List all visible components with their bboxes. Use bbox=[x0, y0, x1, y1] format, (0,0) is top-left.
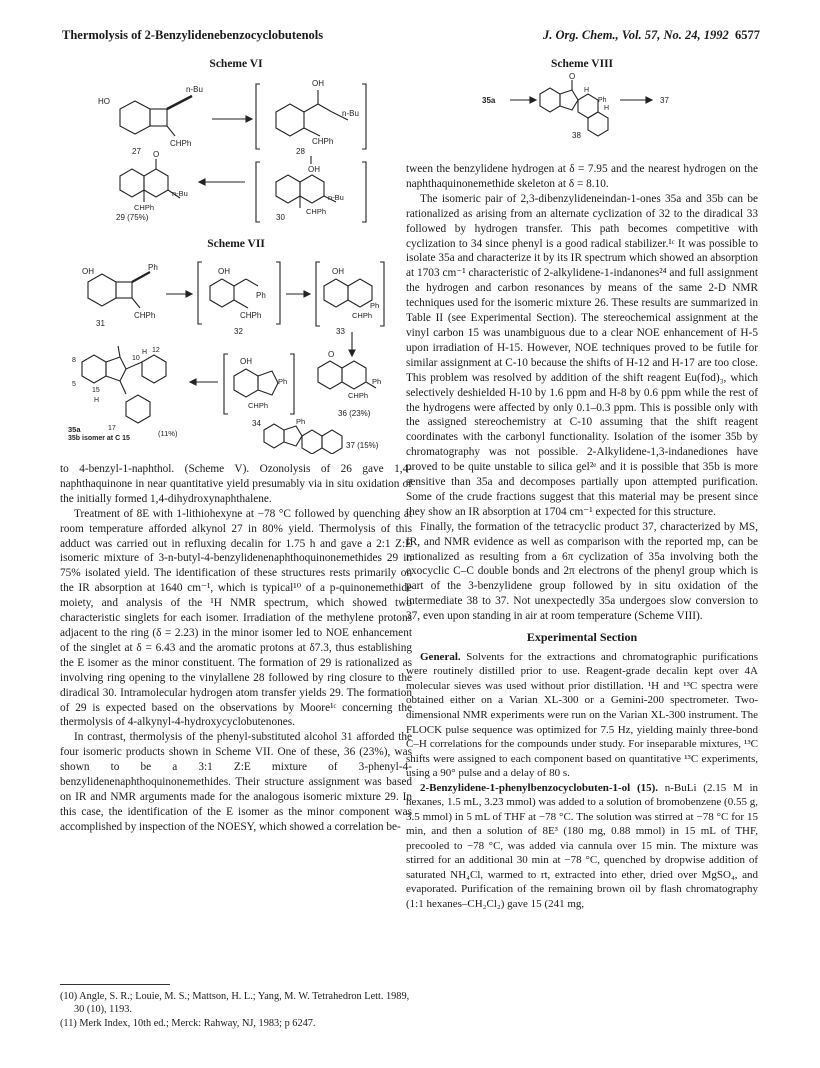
compound-34: 34 bbox=[252, 419, 261, 428]
compound-35b: 35b isomer at C 15 bbox=[68, 435, 130, 442]
label-nbu-28: n-Bu bbox=[342, 109, 359, 118]
compound-37-ref: 37 bbox=[660, 96, 669, 105]
section-heading: Experimental Section bbox=[526, 630, 638, 645]
compound-30: 30 bbox=[276, 213, 285, 222]
label-h-38: H bbox=[584, 87, 590, 94]
label-ho: HO bbox=[98, 97, 110, 106]
label-ph-33: Ph bbox=[370, 301, 380, 310]
compound-35a-ref: 35a bbox=[482, 96, 496, 105]
atom-5: 5 bbox=[72, 381, 76, 388]
right-column-text bbox=[406, 162, 758, 911]
label-oh-33: OH bbox=[332, 267, 344, 276]
journal-citation: J. Org. Chem., Vol. 57, No. 24, 1992 bbox=[542, 28, 729, 42]
paragraph: to 4-benzyl-1-naphthol. (Scheme V). Ozonolysis of 26 gave 1,4-naphthaquinone in near quantitative yield presumably via in situ oxidation of the initially formed 1,4-dihydroxynaphthalene. bbox=[60, 463, 412, 505]
label-chph-29: CHPh bbox=[134, 203, 155, 212]
label-o-38: O bbox=[569, 72, 576, 81]
page-number: 6577 bbox=[735, 28, 760, 42]
footnote-10: (10) Angle, S. R.; Louie, M. S.; Mattson, H. L.; Yang, M. W. Tetrahedron Lett. 1989, 30 (10), 1193. bbox=[60, 991, 410, 1016]
compound-37: 37 (15%) bbox=[346, 441, 379, 450]
atom-h-15: H bbox=[94, 397, 100, 404]
label-oh-28: OH bbox=[312, 79, 324, 88]
left-column-text bbox=[60, 462, 412, 835]
label-chph-34: CHPh bbox=[248, 401, 269, 410]
general-text: Solvents for the extractions and chromatographic purifications were routinely distilled prior to use. Reagent-grade decalin kept over 4A molecular sieves was used without prior distillation. ¹H and ¹³C spectra were obtained either on a Varian XL-300 or a Gemini-200 spectrometer. Two-dimensional NMR experiments were run on the Varian XL-300 instrument. The FLOCK pulse sequence was optimized for 7.5 Hz, yielding mainly three-bond C–H correlations for the compounds under study. For inseparable mixtures, ¹³C shifts were assigned to each component based on quantitative ¹³C experiments, using a 90° pulse and a delay of 80 s. bbox=[406, 650, 758, 780]
label-ph-36: Ph bbox=[372, 377, 382, 386]
compound-32: 32 bbox=[234, 327, 243, 336]
atom-h-12: H bbox=[142, 349, 148, 356]
scheme-8-title: Scheme VIII bbox=[550, 58, 614, 70]
yield-35: (11%) bbox=[158, 429, 178, 438]
label-chph-33: CHPh bbox=[352, 311, 373, 320]
label-oh-31: OH bbox=[82, 267, 94, 276]
label-oh-32: OH bbox=[218, 267, 230, 276]
scheme-7-figure bbox=[68, 254, 388, 454]
label-h2-38: H bbox=[604, 105, 610, 112]
label-nbu-27: n-Bu bbox=[186, 85, 203, 94]
footnote-rule bbox=[60, 984, 170, 985]
label-ph-37: Ph bbox=[296, 417, 306, 426]
label-oh-30: OH bbox=[308, 165, 320, 174]
label-o-29: O bbox=[153, 150, 160, 159]
label-chph-30: CHPh bbox=[306, 207, 327, 216]
label-o-36: O bbox=[328, 350, 335, 359]
experimental-text bbox=[406, 650, 758, 911]
label-nbu-30: n-Bu bbox=[328, 193, 344, 202]
scheme-6-title: Scheme VI bbox=[209, 58, 263, 70]
paragraph: In contrast, thermolysis of the phenyl-substituted alcohol 31 afforded the four isomeric products shown in Scheme VII. One of these, 36 (23%), was shown to be a 3:1 Z:E mixture of 3-phenyl-4-benzylidenenaphthoquinonemethides. Their structure assignment was based on IR and NMR arguments made for the analogous isomeric mixture 29. In this case, the identification of the E isomer as the minor component was accomplished by inspection of the NOESY, which showed a correlation be- bbox=[60, 731, 412, 833]
label-oh-34: OH bbox=[240, 357, 252, 366]
atom-17: 17 bbox=[108, 425, 116, 432]
compound-33: 33 bbox=[336, 327, 345, 336]
label-ph-34: Ph bbox=[278, 377, 288, 386]
atom-15: 15 bbox=[92, 387, 100, 394]
compound-31: 31 bbox=[96, 319, 105, 328]
label-chph-31: CHPh bbox=[134, 311, 156, 320]
paragraph-general bbox=[406, 650, 758, 781]
compound-27: 27 bbox=[132, 147, 141, 156]
footnote-11: (11) Merk Index, 10th ed.; Merck: Rahway, NJ, 1983; p 6247. bbox=[60, 1017, 316, 1029]
label-chph-27: CHPh bbox=[170, 139, 192, 148]
running-header-citation bbox=[543, 28, 760, 43]
paragraph: tween the benzylidene hydrogen at δ = 7.95 and the nearest hydrogen on the naphthaquinonemethide skeleton at δ = 8.10. bbox=[406, 163, 758, 190]
scheme-6-figure bbox=[80, 74, 380, 224]
compound-29: 29 (75%) bbox=[116, 213, 149, 222]
label-ph-32: Ph bbox=[256, 291, 266, 300]
label-ph-38: Ph bbox=[598, 97, 607, 104]
compound-35a: 35a bbox=[68, 425, 81, 434]
atom-8: 8 bbox=[72, 357, 76, 364]
paragraph-prep bbox=[406, 781, 758, 912]
compound-28: 28 bbox=[296, 147, 305, 156]
subheading-compound-15: 2-Benzylidene-1-phenylbenzocyclobuten-1-ol (15). bbox=[420, 781, 659, 794]
compound-36: 36 (23%) bbox=[338, 409, 371, 418]
paragraph: Finally, the formation of the tetracyclic product 37, characterized by MS, IR, and NMR evidence as well as comparison with the reported mp, can be rationalized as resulting from a 6π cyclization of 35a involving both the exocyclic C–C double bonds and 2π electrons of the phenyl group which is part of the 3-benzylidene group followed by in situ oxidation of the intermediate 38 to 37. Not unexpectedly 35a undergoes slow conversion to 37, even upon standing in air at room temperature (Scheme VIII). bbox=[406, 520, 758, 623]
compound-38: 38 bbox=[572, 131, 581, 140]
scheme-7-title: Scheme VII bbox=[207, 238, 265, 250]
label-nbu-29: n-Bu bbox=[172, 189, 188, 198]
atom-10: 10 bbox=[132, 355, 140, 362]
subheading-general: General. bbox=[420, 650, 461, 663]
running-header-title: Thermolysis of 2-Benzylidenebenzocyclobutenols bbox=[62, 28, 324, 42]
paragraph: The isomeric pair of 2,3-dibenzylideneindan-1-ones 35a and 35b can be rationalized as arising from an alternate cyclization of 32 to the diradical 33 followed by hydrogen transfer. This path becomes competitive with cyclization to 34 since phenyl is a good radical stabilizer.¹ᶜ It was possible to isolate 35a and characterize it by its IR spectrum which showed an absorption at 1703 cm⁻¹ characteristic of 2-alkylidene-1-indanones²⁴ and full assignment the hydrogen and carbon resonances by means of the same 2-D NMR techniques used for the isomeric mixture 26. These results are summarized in Table II (see Experimental Section). The stereochemical assignment at the vinyl carbon 15 was unambiguous due to a clear NOE enhancement of H-5 upon irradiation of H-15. However, NOE techniques proved to be futile for similar assignment at C-10 because the shifts of H-12 and H-17 are too close. This problem was resolved by addition of the shift reagent Eu(fod)₃, which selectively deshielded H-10 by 1.6 ppm and H-8 by 0.6 ppm while the rest of the hydrogens were affected by only 0.1–0.3 ppm. This is possible only with the assigned stereochemistry at C-10 assuming that the shift reagent coordinates with the carbonyl functionality. Isolation of the isomer 35b by chromatography was not possible. 2-Alkylidene-1,3-indanediones have proved to be quite unstable to silica gel²ᵉ and it is possible that 35b is more sensitive than 35a and decomposes partially upon attempted purification. Some of the crude fractions suggest that this material may be present since they show an IR absorption at 1704 cm⁻¹ expected for this structure. bbox=[406, 192, 758, 518]
scheme-8-figure bbox=[480, 72, 710, 140]
footnotes bbox=[60, 990, 412, 1030]
paragraph: Treatment of 8E with 1-lithiohexyne at −78 °C followed by quenching at room temperature afforded alkynol 27 in 80% yield. Thermolysis of this adduct was carried out in refluxing decalin for 1.75 h and gave a 2:1 Z:E isomeric mixture of 3-n-butyl-4-benzylidenenaphthoquinonemethides 29 in 75% isolated yield. The identification of these structures rests primarily on the IR absorption at 1640 cm⁻¹, which is typical¹⁰ of a p-quinonemethide moiety, and analysis of the ¹H NMR spectrum, which showed two characteristic singlets for each isomer. Irradiation of the methylene protons adjacent to the ring (δ = 2.23) in the minor isomer led to NOE enhancement of the singlet at δ = 6.43 and the aromatic protons at δ7.3, thus establishing the E isomer as the minor constituent. The formation of 29 is rationalized as involving ring opening to the vinylallene 28 followed by ring closure to the diradical 30. Intramolecular hydrogen atom transfer yields 29. The formation of 29 is expected based on the observations by Moore¹ᶜ concerning the thermolysis of 4-alkynyl-4-hydroxycyclobutenones. bbox=[60, 507, 412, 729]
label-ph-31: Ph bbox=[148, 263, 158, 272]
label-chph-36: CHPh bbox=[348, 391, 369, 400]
prep-text: n-BuLi (2.15 M in hexanes, 1.5 mL, 3.23 mmol) was added to a solution of bromobenzene (0.55 g, 3.5 mmol) in 5 mL of THF at −78 °C. The solution was stirred at −78 °C for 15 min, and then a solution of 8E³ (180 mg, 0.88 mmol) in 15 mL of THF, precooled to −78 °C, was added via cannula over 15 min. The mixture was stirred for an additional 30 min at −78 °C, quenched by dropwise addition of saturated NH₄Cl, warmed to rt, extracted into ether, dried over MgSO₄, and evaporated. Purification of the remaining brown oil by flash chromatography (1:1 hexanes–CH₂Cl₂) gave 15 (241 mg, bbox=[406, 781, 758, 910]
label-chph-32: CHPh bbox=[240, 311, 262, 320]
atom-12: 12 bbox=[152, 347, 160, 354]
label-chph-28: CHPh bbox=[312, 137, 334, 146]
